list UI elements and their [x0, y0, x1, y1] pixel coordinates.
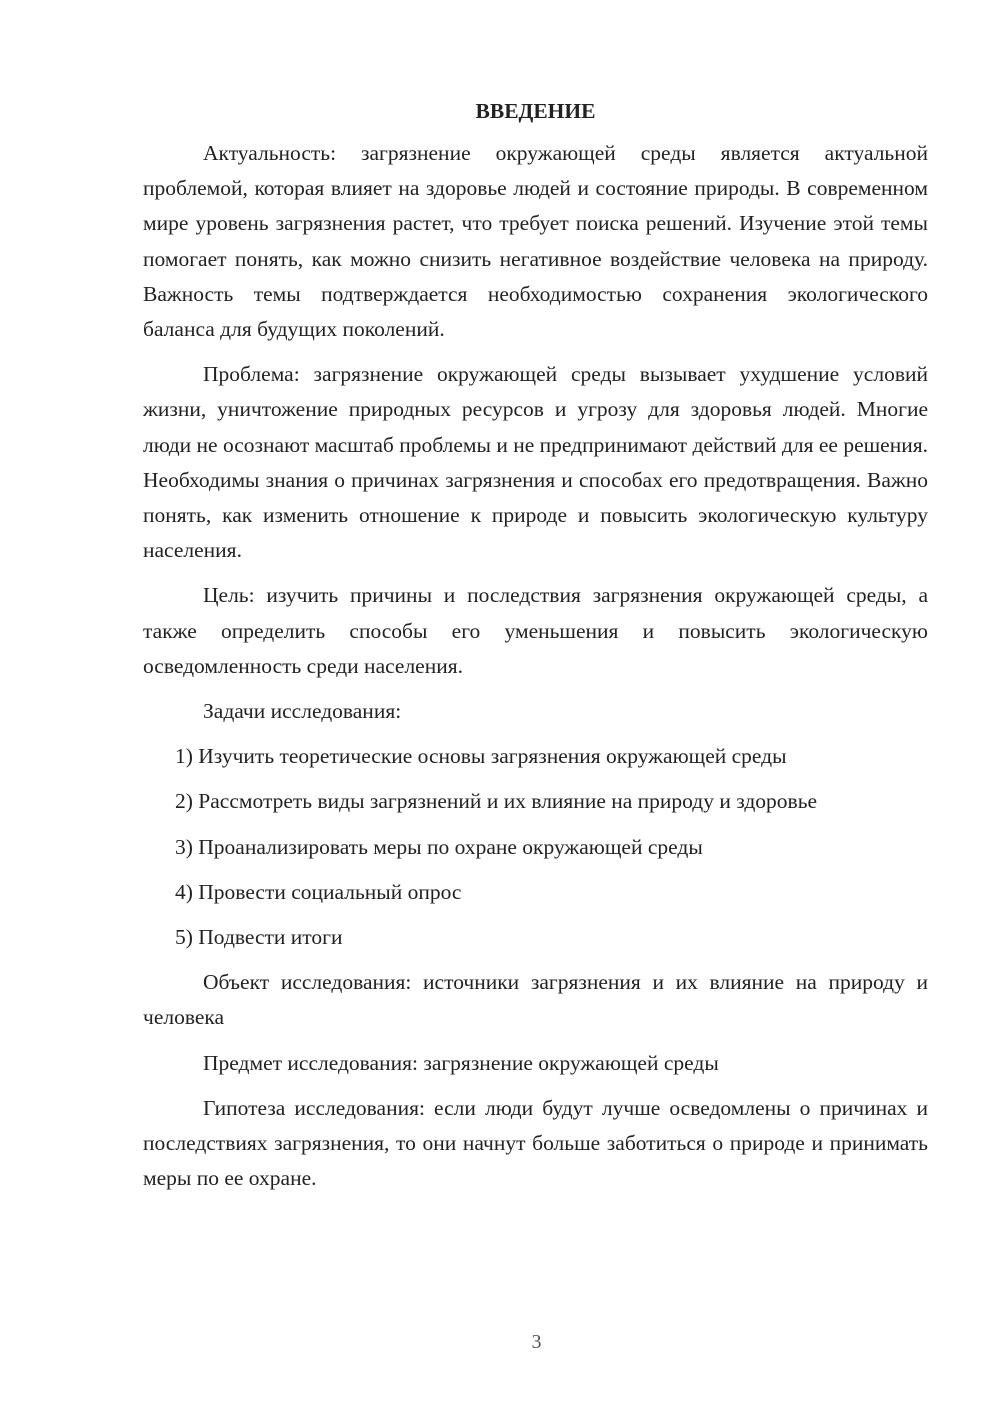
paragraph-problem: Проблема: загрязнение окружающей среды вызывает ухудшение условий жизни, уничтожение природных ресурсов и угрозу для здоровья людей. Многие люди не осознают масштаб проблемы и не предпринимают действий для ее решения. Необходимы знания о причинах загрязнения и способах его предотвращения. Важно понять, как изменить отношение к природе и повысить экологическую культуру населения. [143, 362, 928, 563]
tasks-heading: Задачи исследования: [203, 699, 402, 724]
task-item: 3) Проанализировать меры по охране окружающей среды [175, 834, 703, 859]
page-number: 3 [531, 1331, 542, 1353]
document-page [143, 96, 928, 1206]
tasks-list [143, 739, 928, 955]
task-item: 5) Подвести итоги [175, 925, 343, 950]
paragraph-subject: Предмет исследования: загрязнение окружающей среды [203, 1050, 719, 1075]
task-item: 1) Изучить теоретические основы загрязнения окружающей среды [175, 744, 787, 769]
paragraph-relevance: Актуальность: загрязнение окружающей среды является актуальной проблемой, которая влияет на здоровье людей и состояние природы. В современном мире уровень загрязнения растет, что требует поиска решений. Изучение этой темы помогает понять, как можно снизить негативное воздействие человека на природу. Важность темы подтверждается необходимостью сохранения экологического баланса для будущих поколений. [143, 141, 928, 342]
paragraph-goal: Цель: изучить причины и последствия загрязнения окружающей среды, а также определить способы его уменьшения и повысить экологическую осведомленность среди населения. [143, 583, 928, 678]
task-item: 2) Рассмотреть виды загрязнений и их влияние на природу и здоровье [175, 789, 818, 814]
page-title: ВВЕДЕНИЕ [475, 99, 596, 123]
paragraph-object: Объект исследования: источники загрязнения и их влияние на природу и человека [143, 970, 928, 1030]
paragraph-hypothesis: Гипотеза исследования: если люди будут лучше осведомлены о причинах и последствиях загрязнения, то они начнут больше заботиться о природе и принимать меры по ее охране. [143, 1095, 928, 1191]
task-item: 4) Провести социальный опрос [175, 879, 462, 904]
